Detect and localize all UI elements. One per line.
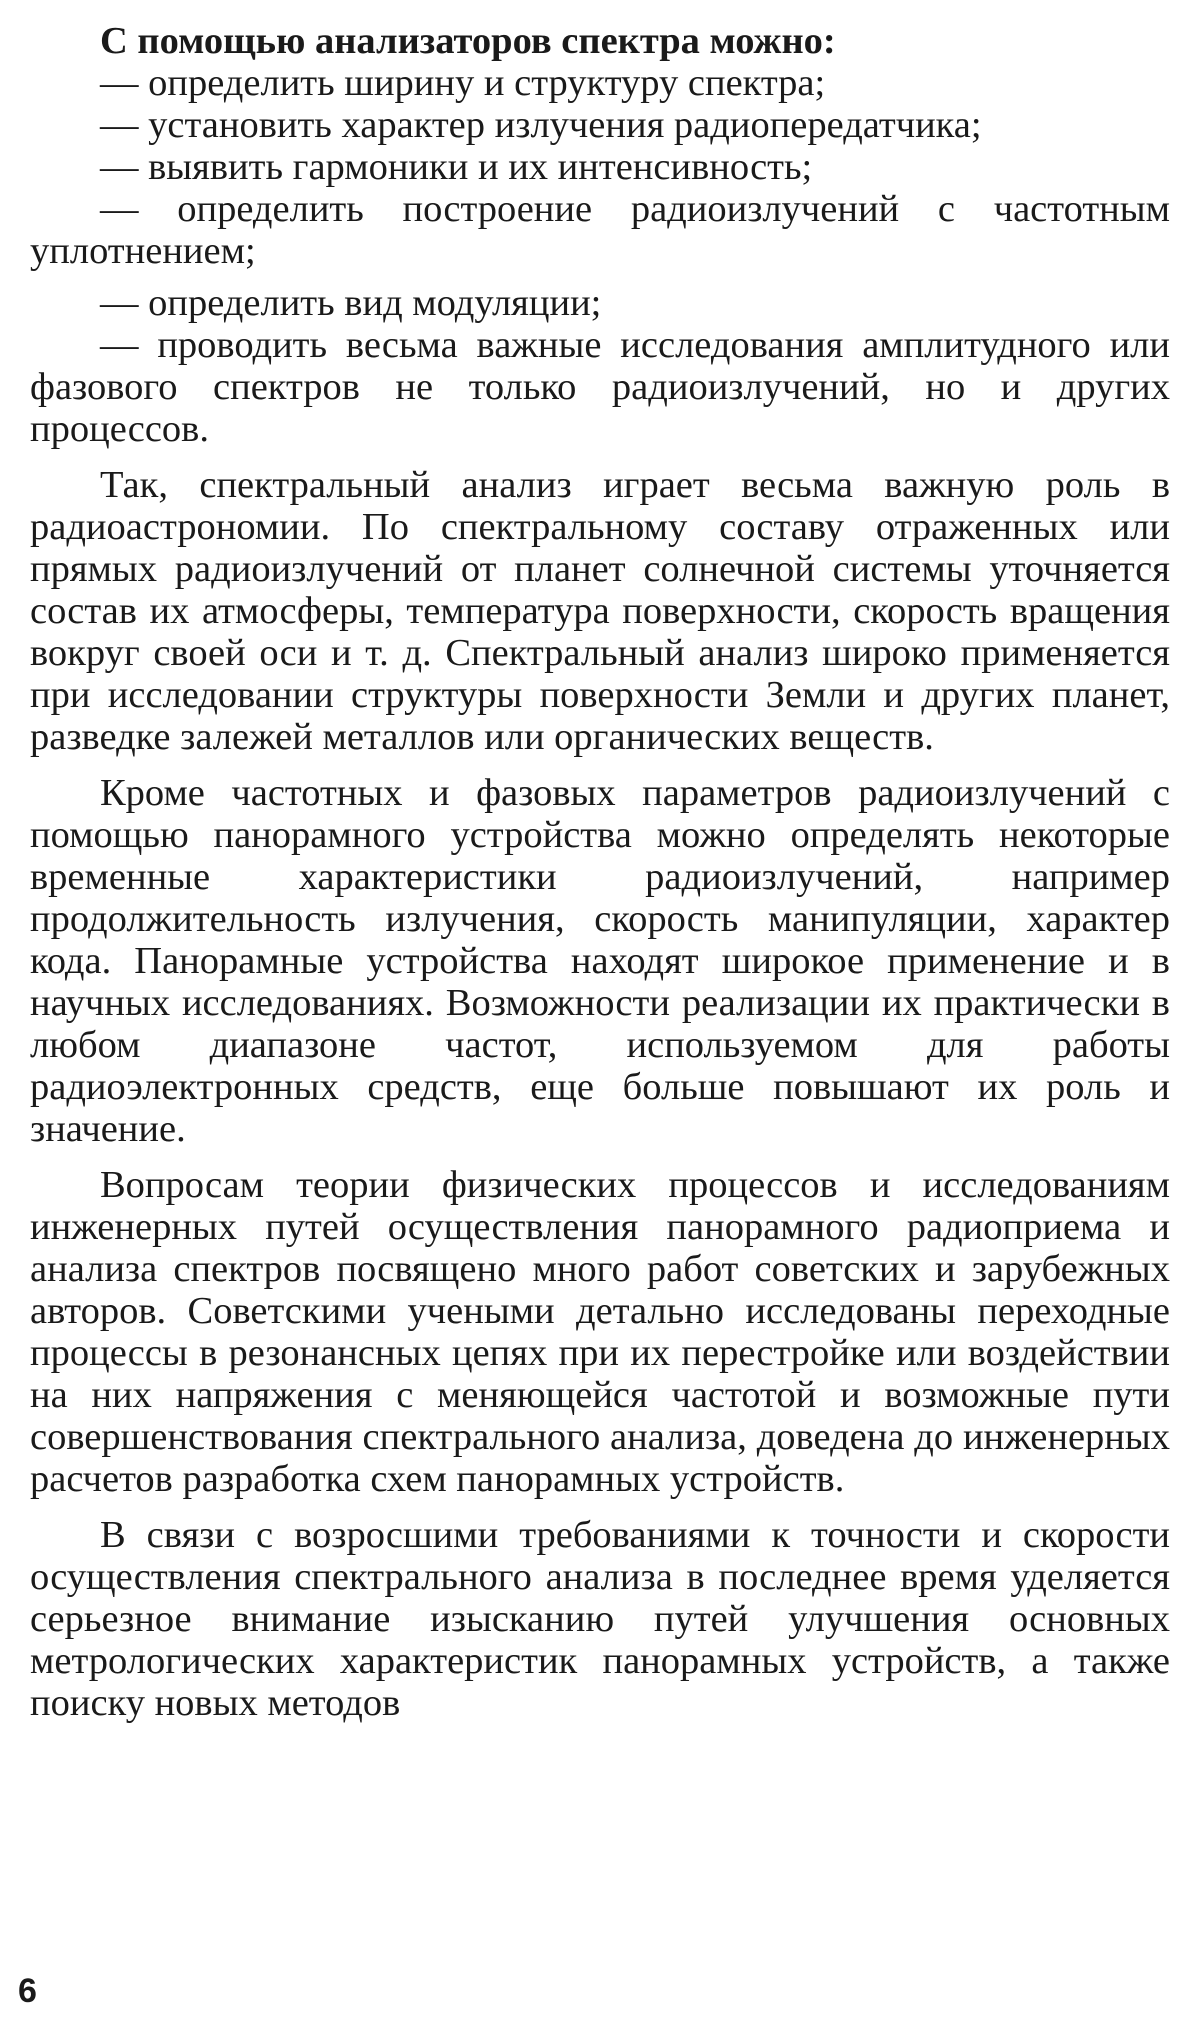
paragraph-radioastronomy: Так, спектральный анализ играет весьма важную роль в радиоастрономии. По спектральному составу отраженных или прямых радиоизлучений от планет солнечной системы уточняется состав их атмосферы, температура поверхности, скорость вращения вокруг своей оси и т. д. Спектральный анализ широко применяется при исследовании структуры поверхности Земли и других планет, разведке залежей металлов или органических веществ. <box>30 464 1170 758</box>
paragraph-time-characteristics: Кроме частотных и фазовых параметров радиоизлучений с помощью панорамного устройства можно определять некоторые временные характеристики радиоизлучений, например продолжительность излучения, скорость манипуляции, характер кода. Панорамные устройства находят широкое применение и в научных исследованиях. Возможности реализации их практически в любом диапазоне частот, используемом для работы радиоэлектронных средств, еще больше повышают их роль и значение. <box>30 772 1170 1150</box>
list-item: — определить вид модуляции; <box>100 282 602 324</box>
list-item: — проводить весьма важные исследования амплитудного или фазового спектров не только радиоизлучений, но и других процессов. <box>30 324 1170 450</box>
page-number: 6 <box>18 1972 37 2010</box>
list-item: — определить построение радиоизлучений с частотным уплотнением; <box>30 188 1170 272</box>
list-item: — установить характер излучения радиопередатчика; <box>100 104 982 146</box>
paragraph-metrology: В связи с возросшими требованиями к точности и скорости осуществления спектрального анализа в последнее время уделяется серьезное внимание изысканию путей улучшения основных метрологических характеристик панорамных устройств, а также поиску новых методов <box>30 1514 1170 1724</box>
page-body <box>30 20 1170 1724</box>
intro-line: С помощью анализаторов спектра можно: <box>100 20 836 62</box>
list-item: — выявить гармоники и их интенсивность; <box>100 146 813 188</box>
capabilities-list <box>30 62 1170 450</box>
list-item: — определить ширину и структуру спектра; <box>100 62 826 104</box>
paragraph-research-works: Вопросам теории физических процессов и исследованиям инженерных путей осуществления панорамного радиоприема и анализа спектров посвящено много работ советских и зарубежных авторов. Советскими учеными детально исследованы переходные процессы в резонансных цепях при их перестройке или воздействии на них напряжения с меняющейся частотой и возможные пути совершенствования спектрального анализа, доведена до инженерных расчетов разработка схем панорамных устройств. <box>30 1164 1170 1500</box>
